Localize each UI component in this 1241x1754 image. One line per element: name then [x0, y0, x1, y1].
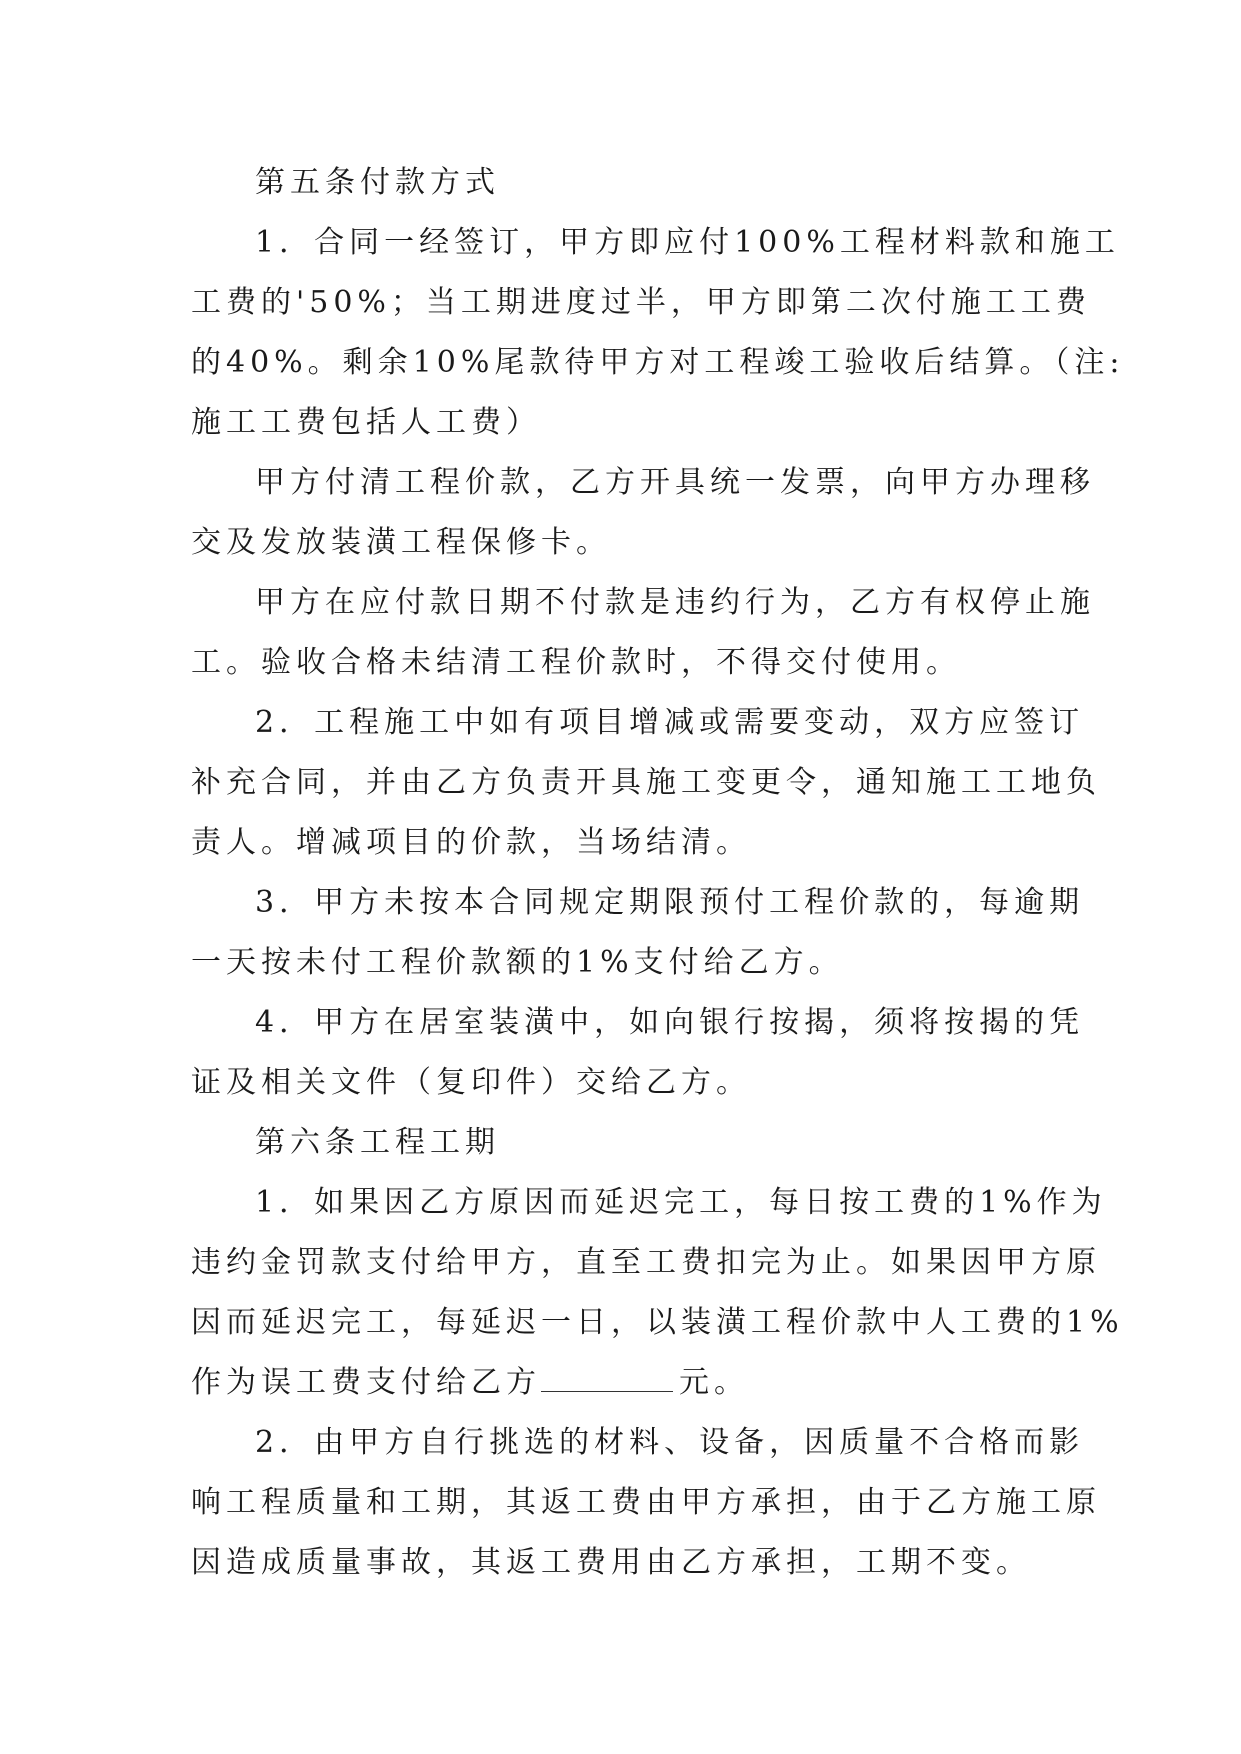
paragraph-text: 元。	[679, 1365, 749, 1400]
paragraph-line: 的40%。剩余10%尾款待甲方对工程竣工验收后结算。（注:	[191, 345, 1125, 380]
paragraph-line: 2．工程施工中如有项目增减或需要变动，双方应签订	[255, 705, 1085, 740]
paragraph-line: 因而延迟完工，每延迟一日，以装潢工程价款中人工费的1%	[191, 1305, 1124, 1340]
paragraph-line: 违约金罚款支付给甲方，直至工费扣完为止。如果因甲方原	[191, 1245, 1101, 1280]
fill-in-blank-line	[541, 1365, 673, 1392]
paragraph-line: 2．由甲方自行挑选的材料、设备，因质量不合格而影	[255, 1425, 1085, 1460]
paragraph-line: 工费的'50%；当工期进度过半，甲方即第二次付施工工费	[191, 285, 1091, 320]
paragraph-text: 作为误工费支付给乙方	[191, 1365, 541, 1400]
paragraph-line: 3．甲方未按本合同规定期限预付工程价款的，每逾期	[255, 885, 1085, 920]
paragraph-line: 响工程质量和工期，其返工费由甲方承担，由于乙方施工原	[191, 1485, 1101, 1520]
paragraph-line: 责人。增减项目的价款，当场结清。	[191, 825, 751, 860]
paragraph-line: 交及发放装潢工程保修卡。	[191, 525, 611, 560]
paragraph-line: 4．甲方在居室装潢中，如向银行按揭，须将按揭的凭	[255, 1005, 1085, 1040]
paragraph-line: 甲方在应付款日期不付款是违约行为，乙方有权停止施	[255, 585, 1095, 620]
paragraph-line: 施工工费包括人工费）	[191, 405, 541, 440]
paragraph-line: 工。验收合格未结清工程价款时，不得交付使用。	[191, 645, 961, 680]
paragraph-line: 因造成质量事故，其返工费用由乙方承担，工期不变。	[191, 1545, 1031, 1580]
paragraph-line: 甲方付清工程价款，乙方开具统一发票，向甲方办理移	[255, 465, 1095, 500]
paragraph-line: 一天按未付工程价款额的1%支付给乙方。	[191, 945, 844, 980]
paragraph-line: 证及相关文件（复印件）交给乙方。	[191, 1065, 751, 1100]
section-heading-schedule: 第六条工程工期	[255, 1125, 500, 1160]
paragraph-line: 1．如果因乙方原因而延迟完工，每日按工费的1%作为	[255, 1185, 1107, 1220]
paragraph-line-with-blank	[191, 1363, 749, 1403]
paragraph-line: 补充合同，并由乙方负责开具施工变更令，通知施工工地负	[191, 765, 1101, 800]
paragraph-line: 1．合同一经签订，甲方即应付100%工程材料款和施工	[255, 225, 1120, 260]
section-heading-payment: 第五条付款方式	[255, 165, 500, 200]
